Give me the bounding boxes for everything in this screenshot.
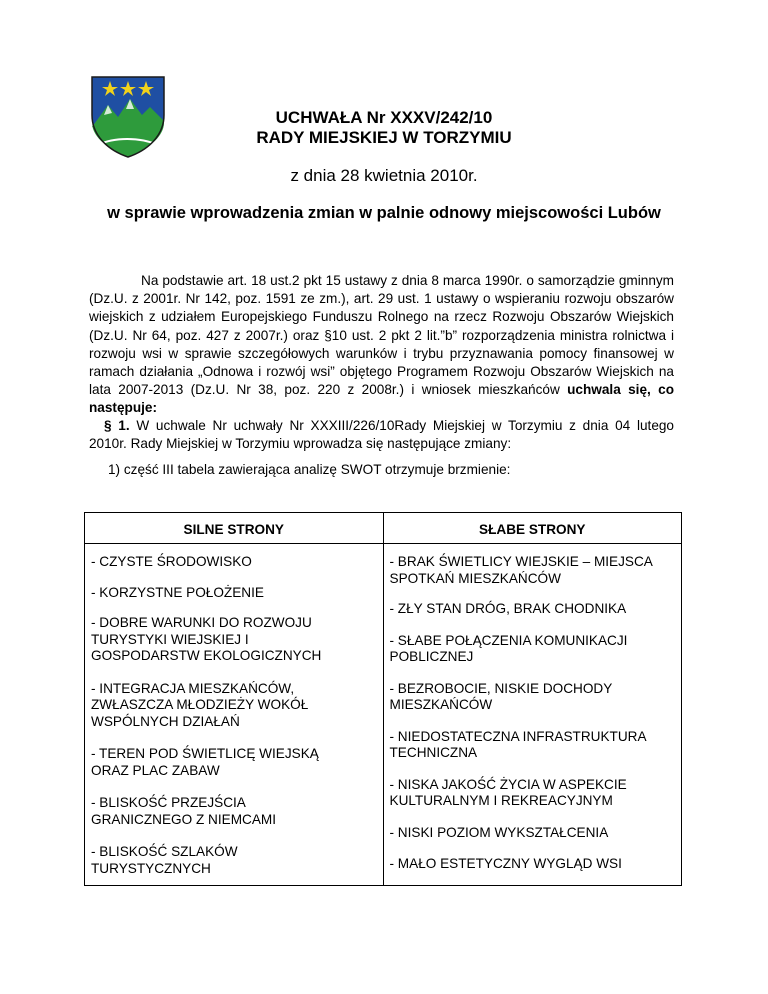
legal-basis-paragraph bbox=[89, 272, 674, 418]
table-row: - NISKA JAKOŚĆ ŻYCIA W ASPEKCIE KULTURALNYM I REKREACYJNYM bbox=[389, 776, 627, 808]
table-row: - SŁABE POŁĄCZENIA KOMUNIKACJI POBLICZNEJ bbox=[389, 632, 628, 664]
section-1-text: W uchwale Nr uchwały Nr XXXIII/226/10Rady Miejskiej w Torzymiu z dnia 04 lutego 2010r. Rady Miejskiej w Torzymiu wprowadza się następujące zmiany: bbox=[89, 418, 674, 452]
table-row: - ZŁY STAN DRÓG, BRAK CHODNIKA bbox=[389, 601, 627, 616]
table-row: - DOBRE WARUNKI DO ROZWOJU TURYSTYKI WIEJSKIEJ I GOSPODARSTW EKOLOGICZNYCH bbox=[91, 615, 322, 663]
table-row: - KORZYSTNE POŁOŻENIE bbox=[91, 584, 264, 600]
weaknesses-cell bbox=[383, 544, 682, 886]
strengths-cell bbox=[85, 544, 384, 886]
table-row: - NIEDOSTATECZNA INFRASTRUKTURA TECHNICZNA bbox=[389, 728, 646, 760]
legal-basis-text: Na podstawie art. 18 ust.2 pkt 15 ustawy z dnia 8 marca 1990r. o samorządzie gminnym (Dz.U. z 2001r. Nr 142, poz. 1591 ze zm.), art. 29 ust. 1 ustawy o wspieraniu rozwoju obszarów wiejskich z udziałem Europejskiego Funduszu Rolnego na rzecz Rozwoju Obszarów Wiejskich (Dz.U. Nr 64, poz. 427 z 2007r.) oraz §10 ust. 2 pkt 2 lit.”b” rozporządzenia ministra rolnictwa i rozwoju wsi w sprawie szczegółowych warunków i trybu przyznawania pomocy finansowej w ramach działania „Odnowa i rozwój wsi” objętego Programem Rozwoju Obszarów Wiejskich na lata 2007-2013 (Dz.U. Nr 38, poz. 220 z 2008r.) i wniosek mieszkańców bbox=[89, 273, 674, 398]
section-1-paragraph bbox=[89, 417, 674, 453]
table-row: - BRAK ŚWIETLICY WIEJSKIE – MIEJSCA SPOTKAŃ MIESZKAŃCÓW bbox=[389, 554, 653, 586]
strengths-header: SILNE STRONY bbox=[85, 513, 384, 544]
swot-table bbox=[84, 512, 682, 886]
section-mark: § 1. bbox=[104, 418, 130, 433]
table-row: - TEREN POD ŚWIETLICĘ WIEJSKĄ ORAZ PLAC ZABAW bbox=[91, 746, 319, 778]
weaknesses-header: SŁABE STRONY bbox=[383, 513, 682, 544]
resolution-clause: uchwala się, co następuje: bbox=[89, 382, 675, 416]
table-row: - INTEGRACJA MIESZKAŃCÓW, ZWŁASZCZA MŁODZIEŻY WOKÓŁ WSPÓLNYCH DZIAŁAŃ bbox=[91, 680, 309, 729]
table-row: - MAŁO ESTETYCZNY WYGLĄD WSI bbox=[389, 856, 622, 871]
table-row: - NISKI POZIOM WYKSZTAŁCENIA bbox=[389, 824, 609, 840]
table-row: - BLISKOŚĆ PRZEJŚCIA GRANICZNEGO Z NIEMCAMI bbox=[91, 795, 277, 827]
document-date: z dnia 28 kwietnia 2010r. bbox=[290, 166, 478, 185]
document-subject: w sprawie wprowadzenia zmian w palnie odnowy miejscowości Lubów bbox=[107, 204, 661, 222]
document-title: UCHWAŁA Nr XXXV/242/10 bbox=[275, 108, 493, 127]
table-row: - CZYSTE ŚRODOWISKO bbox=[91, 554, 252, 569]
document-issuer: RADY MIEJSKIEJ W TORZYMIU bbox=[256, 128, 512, 147]
table-row: - BEZROBOCIE, NISKIE DOCHODY MIESZKAŃCÓW bbox=[389, 680, 613, 712]
table-row: - BLISKOŚĆ SZLAKÓW TURYSTYCZNYCH bbox=[91, 844, 238, 876]
list-item: 1) część III tabela zawierająca analizę SWOT otrzymuje brzmienie: bbox=[108, 462, 511, 477]
